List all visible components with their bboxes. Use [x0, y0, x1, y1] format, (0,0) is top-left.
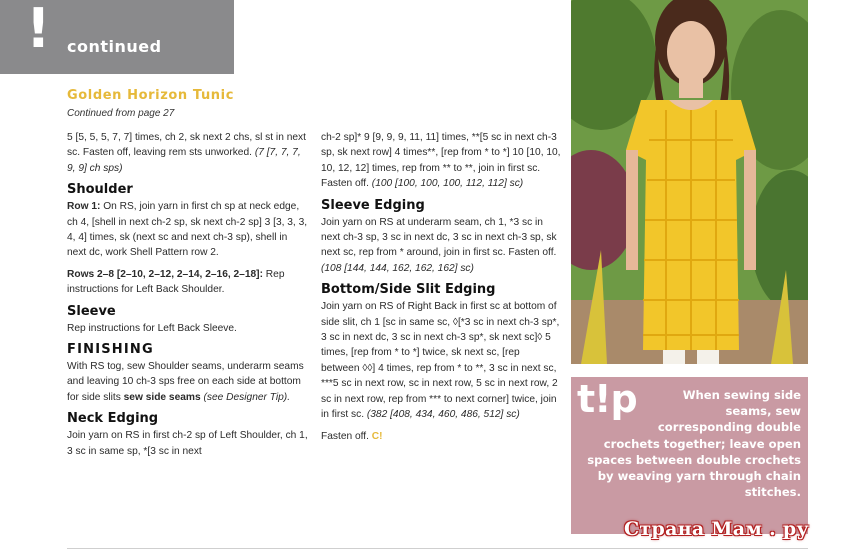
footer-divider [67, 548, 808, 549]
paragraph: Rows 2–8 [2–10, 2–12, 2–14, 2–16, 2–18]: Rep instructions for Left Back Shoulder. [67, 268, 285, 296]
model-photo [571, 0, 808, 364]
paragraph: Join yarn on RS at underarm seam, ch 1, *3 sc in next ch-3 sp, 3 sc in next dc, 3 sc in next ch-3 sp, sk next sc, rep from * around, join in first sc. Fasten off. (108 [144, 144, 162, 162, 162] sc) [321, 216, 557, 274]
paragraph: With RS tog, sew Shoulder seams, underarm seams and leaving 10 ch-3 sps free on each side at bottom for side slits sew side seams (see Designer Tip). [67, 361, 304, 403]
tip-logo: t!p [577, 377, 637, 421]
paragraph: Join yarn on RS of Right Back in first sc at bottom of side slit, ch 1 [sc in same sc, ◊[*3 sc in next ch-3 sp*, 3 sc in next dc, 3 sc in next ch-3 sp*, sk next sc]◊ 5 times, [rep from * to *] twice, sk next sc, [rep between ◊◊] 4 times, rep from * to **, 3 sc in next sc, ***5 sc in next row, sc in next row, 5 sc in next row, 2 sc in next row, rep from *** to next corner] twice, join in first sc. (382 [408, 434, 460, 486, 512] sc) [321, 301, 560, 421]
stitch-count: (7 [7, 7, 7, 9, 9] ch sps) [67, 147, 301, 174]
section-heading-sleeve: Sleeve [67, 303, 116, 319]
section-heading-shoulder: Shoulder [67, 182, 133, 198]
stitch-count: (100 [100, 100, 100, 112, 112] sc) [371, 178, 524, 190]
designer-tip-box [571, 377, 808, 534]
paragraph: Fasten off. C! [321, 430, 383, 442]
paragraph: Rep instructions for Left Back Sleeve. [67, 322, 237, 334]
section-heading-neck-edging: Neck Edging [67, 411, 159, 427]
continued-from-note: Continued from page 27 [67, 108, 175, 119]
stitch-count: (382 [408, 434, 460, 486, 512] sc) [366, 409, 520, 421]
tip-text: When sewing side seams, sew corresponding double crochets together; leave open spaces between double crochets by weaving yarn through chain stitches. [587, 388, 801, 500]
end-mark: C! [371, 430, 383, 442]
section-heading-finishing: FINISHING [67, 342, 154, 358]
site-watermark: Страна Мам . ру [624, 518, 809, 540]
paragraph: 5 [5, 5, 5, 7, 7] times, ch 2, sk next 2 chs, sl st in next sc. Fasten off, leaving rem sts unworked. (7 [7, 7, 7, 9, 9] ch sps) [67, 132, 306, 174]
text-column-middle [321, 130, 561, 450]
banner-label: continued [67, 37, 162, 56]
section-heading-bottom-edging: Bottom/Side Slit Edging [321, 282, 496, 298]
exclamation-icon: ! [26, 0, 51, 60]
paragraph: ch-2 sp]* 9 [9, 9, 9, 11, 11] times, **[5 sc in next ch-3 sp, sk next row] 4 times**, [rep from * to *] 10 [10, 10, 10, 12, 12] times, rep from ** to **, join in first sc. Fasten off. (100 [100, 100, 100, 112, 112] sc) [321, 132, 561, 190]
text-column-left [67, 130, 309, 465]
pattern-title: Golden Horizon Tunic [67, 88, 235, 103]
section-heading-sleeve-edging: Sleeve Edging [321, 197, 425, 213]
stitch-count: (108 [144, 144, 162, 162, 162] sc) [321, 262, 474, 274]
paragraph: Row 1: On RS, join yarn in first ch sp at neck edge, ch 4, [shell in next ch-2 sp, sk next ch-2 sp] 3 [3, 3, 3, 4, 4] times, sk (next sc and next ch-3 sp), shell in next dc, work Shell Pattern row 2. [67, 201, 308, 259]
paragraph: Join yarn on RS in first ch-2 sp of Left Shoulder, ch 1, 3 sc in same sp, *[3 sc in next [67, 430, 308, 457]
continued-banner [0, 0, 234, 74]
